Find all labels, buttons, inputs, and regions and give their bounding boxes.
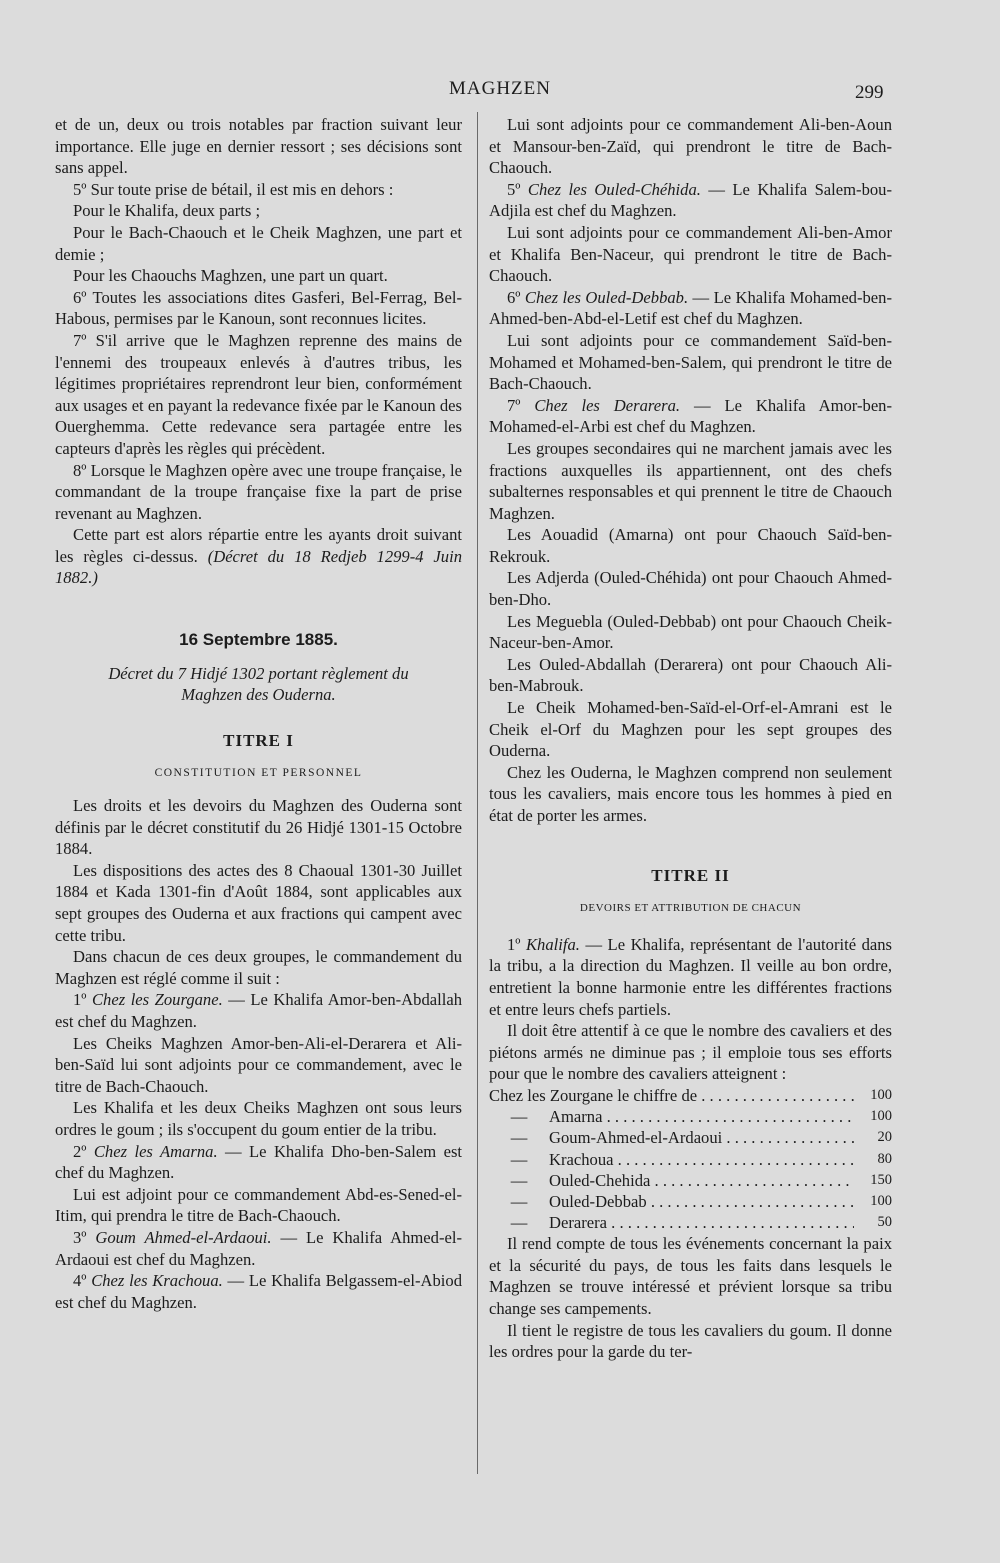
item-text: — Le Khalifa Dho-ben-Salem est chef du Maghzen. (55, 1141, 463, 1183)
paragraph: Les Aouadid (Amarna) ont pour Chaouch Saïd-ben-Rekrouk. (489, 525, 892, 566)
right-column (489, 114, 892, 1363)
table-label: Amarna . . . (549, 1106, 854, 1127)
paragraph: Pour le Khalifa, deux parts ; (73, 201, 261, 221)
paragraph: Les dispositions des actes des 8 Chaoual 1301-30 Juillet 1884 et Kada 1301-fin d'Août 1884, sont applicables aux sept groupes des Ouderna et aux fractions qui campent avec cette tribu. (55, 860, 462, 945)
table-row (489, 1127, 892, 1148)
paragraph: Les groupes secondaires qui ne marchent jamais avec les fractions auxquelles ils appartiennent, ont des chefs subalternes responsables et qui prennent le titre de Chaouch Maghzen. (489, 438, 892, 523)
table-value: 100 (870, 1192, 892, 1209)
item-heading: Chez les Ouled-Debbab. (524, 287, 689, 307)
left-column (55, 114, 462, 1313)
running-title: MAGHZEN (449, 78, 551, 99)
paragraph (489, 395, 892, 438)
paragraph: Les Meguebla (Ouled-Debbab) ont pour Chaouch Cheik-Naceur-ben-Amor. (489, 611, 892, 653)
paragraph: Les Khalifa et les deux Cheiks Maghzen ont sous leurs ordres le goum ; ils s'occupent du goum entier de la tribu. (55, 1098, 462, 1139)
paragraph: Pour les Chaouchs Maghzen, une part un quart. (73, 266, 388, 286)
paragraph: Lui sont adjoints pour ce commandement Saïd-ben-Mohamed et Mohamed-ben-Salem, qui prendront le titre de Bach-Chaouch. (489, 330, 892, 394)
paragraph: Dans chacun de ces deux groupes, le commandement du Maghzen est réglé comme il suit : (55, 947, 462, 988)
paragraph: Le Cheik Mohamed-ben-Saïd-el-Orf-el-Amrani est le Cheik el-Orf du Maghzen pour les sept groupes des Ouderna. (489, 698, 892, 761)
item-heading: Chez les Krachoua. (91, 1271, 223, 1291)
table-value: 100 (870, 1086, 892, 1103)
decree-title: Décret du 7 Hidjé 1302 portant règlement du Maghzen des Ouderna. (108, 663, 409, 705)
paragraph (55, 1270, 462, 1313)
item-text: — Le Khalifa, représentant de l'autorité dans la tribu, a la direction du Maghzen. Il veille au bon ordre, entretient la bonne harmonie entre les différentes fractions et entre leurs chefs partiels. (489, 934, 892, 1019)
paragraph: Pour le Bach-Chaouch et le Cheik Maghzen, une part et demie ; (55, 222, 462, 264)
item-number: 4º (73, 1271, 92, 1291)
table-row (489, 1212, 892, 1233)
decree-citation: (Décret du 18 Redjeb 1299-4 Juin 1882.) (55, 546, 462, 588)
page-number: 299 (855, 82, 884, 103)
item-heading: Khalifa. (525, 934, 580, 954)
ditto-dash: — (510, 1170, 528, 1190)
table-label: Derarera . . . (549, 1212, 854, 1233)
ditto-dash: — (510, 1191, 528, 1211)
table-row (489, 1191, 892, 1212)
table-value: 80 (877, 1150, 892, 1167)
item-text: — Le Khalifa Ahmed-el-Ardaoui est chef du Maghzen. (55, 1227, 462, 1269)
item-text: — Le Khalifa Mohamed-ben-Ahmed-ben-Abd-el-Letif est chef du Maghzen. (489, 287, 892, 329)
item-text: — Le Khalifa Salem-bou-Adjila est chef du Maghzen. (489, 179, 892, 221)
table-label: Ouled-Debbab . . . (549, 1191, 854, 1212)
table-row (489, 1170, 892, 1191)
paragraph (55, 1227, 462, 1270)
paragraph: 8º Lorsque le Maghzen opère avec une troupe française, le commandant de la troupe française fixe la part de prise revenant au Maghzen. (55, 460, 462, 523)
table-label: Ouled-Chehida . . . (549, 1170, 854, 1191)
item-number: 2º (73, 1141, 94, 1161)
table-value: 100 (870, 1108, 892, 1125)
date-heading: 16 Septembre 1885. (179, 630, 338, 650)
paragraph: 5º Sur toute prise de bétail, il est mis en dehors : (73, 179, 394, 199)
table-label: Krachoua . . . (549, 1149, 854, 1170)
paragraph: Il tient le registre de tous les cavaliers du goum. Il donne les ordres pour la garde du ter- (489, 1320, 892, 1362)
item-heading: Chez les Derarera. (534, 395, 681, 415)
paragraph: Lui sont adjoints pour ce commandement Ali-ben-Amor et Khalifa Ben-Naceur, qui prendront le titre de Bach-Chaouch. (489, 222, 892, 286)
paragraph (55, 524, 462, 589)
item-text: — Le Khalifa Amor-ben-Abdallah est chef du Maghzen. (55, 990, 462, 1031)
table-value: 150 (870, 1171, 892, 1188)
paragraph: 7º S'il arrive que le Maghzen reprenne des mains de l'ennemi des troupeaux enlevés à d'autres tribus, les légitimes propriétaires reprendront leur bien, conformément aux usages et en payant la redevance fixée par le Kanoun des Ouerghemma. Cette redevance sera partagée entre les capteurs d'après les règles qui précèdent. (55, 330, 462, 458)
table-row (489, 1149, 892, 1170)
table-value: 20 (877, 1129, 892, 1146)
cavaliers-table (489, 1085, 892, 1233)
paragraph: Il doit être attentif à ce que le nombre des cavaliers et des piétons armés ne diminue pas ; il emploie tous ses efforts pour que le nombre des cavaliers atteignent : (489, 1021, 892, 1084)
item-number: 3º (73, 1227, 96, 1247)
paragraph: Il rend compte de tous les événements concernant la paix et la sécurité du pays, de tous les faits dans lesquels le Maghzen se trouve intéressé et prévient lorsque sa tribu change ses campements. (489, 1234, 892, 1319)
ditto-dash: — (510, 1128, 528, 1148)
item-number: 7º (507, 395, 535, 415)
paragraph-text: Cette part est alors répartie entre les ayants droit suivant les règles ci-dessus. (55, 525, 462, 566)
paragraph: Lui sont adjoints pour ce commandement Ali-ben-Aoun et Mansour-ben-Zaïd, qui prendront le titre de Bach-Chaouch. (489, 115, 892, 178)
ditto-dash: — (510, 1149, 528, 1169)
paragraph (55, 989, 462, 1032)
table-value: 50 (877, 1214, 892, 1231)
paragraph: Les Adjerda (Ouled-Chéhida) ont pour Chaouch Ahmed-ben-Dho. (489, 568, 892, 610)
paragraph: 6º Toutes les associations dites Gasferi, Bel-Ferrag, Bel-Habous, permises par le Kanoun, sont reconnues licites. (55, 287, 462, 329)
item-number: 6º (507, 287, 525, 307)
item-text: — Le Khalifa Belgassem-el-Abiod est chef du Maghzen. (55, 1271, 463, 1312)
item-heading: Chez les Amarna. (93, 1141, 218, 1161)
paragraph: Lui est adjoint pour ce commandement Abd-es-Sened-el-Itim, qui prendra le titre de Bach-Chaouch. (55, 1184, 462, 1226)
paragraph (489, 934, 892, 1020)
table-label: Goum-Ahmed-el-Ardaoui . . . (549, 1127, 854, 1148)
titre-heading: TITRE II (651, 865, 730, 885)
item-number: 5º (507, 179, 528, 199)
paragraph: Les Cheiks Maghzen Amor-ben-Ali-el-Derarera et Ali-ben-Saïd lui sont adjoints pour ce commandement, avec le titre de Bach-Chaouch. (55, 1033, 462, 1096)
section-heading: DEVOIRS ET ATTRIBUTION DE CHACUN (579, 902, 802, 915)
paragraph: et de un, deux ou trois notables par fraction suivant leur importance. Elle juge en dernier ressort ; ses décisions sont sans appel. (55, 115, 462, 178)
paragraph (55, 1141, 462, 1184)
titre-heading: TITRE I (223, 730, 294, 750)
item-number: 1º (73, 990, 92, 1010)
paragraph: Les Ouled-Abdallah (Derarera) ont pour Chaouch Ali-ben-Mabrouk. (489, 654, 892, 696)
paragraph (489, 287, 892, 330)
section-heading: CONSTITUTION ET PERSONNEL (154, 767, 363, 780)
ditto-dash: — (510, 1213, 528, 1233)
item-number: 1º (507, 934, 526, 954)
item-text: — Le Khalifa Amor-ben-Mohamed-el-Arbi est chef du Maghzen. (489, 395, 893, 437)
paragraph: Chez les Ouderna, le Maghzen comprend non seulement tous les cavaliers, mais encore tous les hommes à pied en état de porter les armes. (489, 762, 892, 825)
table-row (489, 1106, 892, 1127)
item-heading: Chez les Zourgane. (91, 990, 223, 1010)
item-heading: Chez les Ouled-Chéhida. (527, 179, 701, 199)
item-heading: Goum Ahmed-el-Ardaoui. (95, 1227, 272, 1247)
paragraph (489, 179, 892, 222)
table-row (489, 1085, 892, 1106)
column-divider (477, 112, 478, 1474)
table-label: Chez les Zourgane le chiffre de . . . (489, 1085, 854, 1106)
ditto-dash: — (510, 1107, 528, 1127)
paragraph: Les droits et les devoirs du Maghzen des Ouderna sont définis par le décret constitutif du 26 Hidjé 1301-15 Octobre 1884. (55, 796, 462, 859)
